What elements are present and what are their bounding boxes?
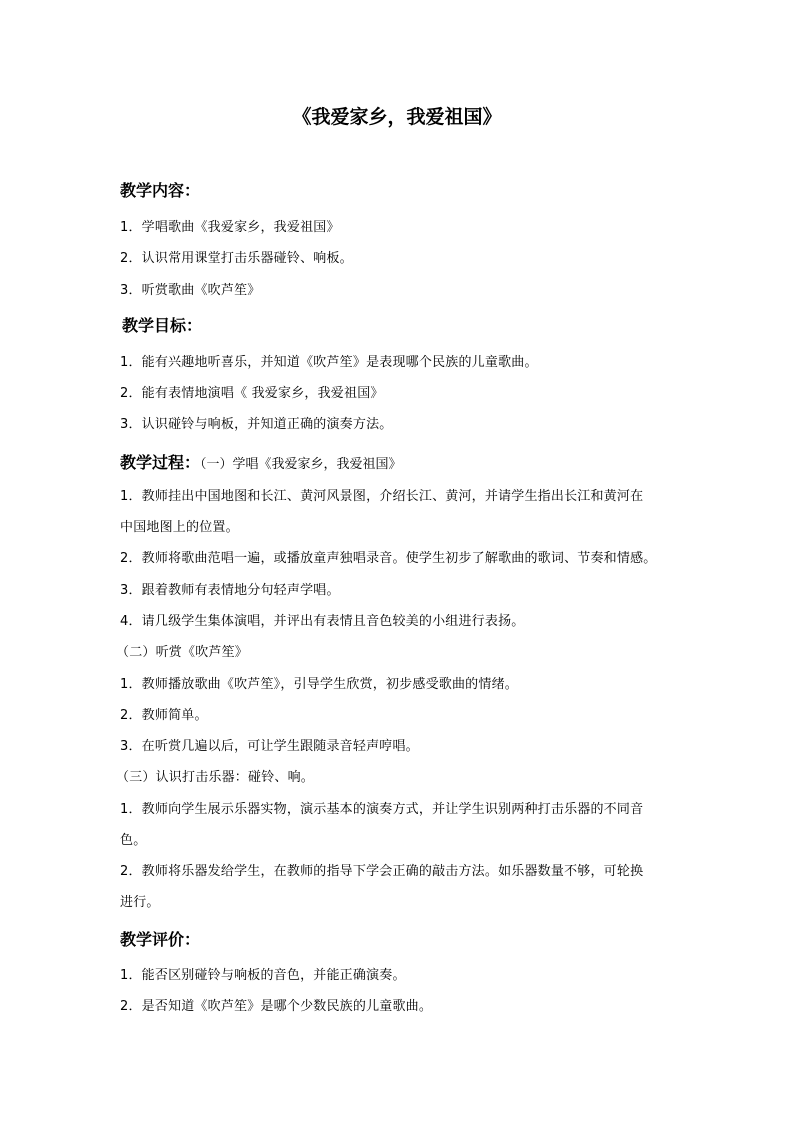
process-part3-line-2: 色。 — [120, 833, 147, 848]
content-item-2: 2．认识常用课堂打击乐器碰铃、响板。 — [120, 251, 353, 266]
process-part1-title: （一）学唱《我爱家乡，我爱祖国》 — [200, 457, 402, 472]
process-part2-line-2: 2．教师简单。 — [120, 708, 208, 723]
process-part1-line-1: 1．教师挂出中国地图和长江、黄河风景图，介绍长江、黄河，并请学生指出长江和黄河在 — [120, 489, 644, 504]
content-item-3: 3．听赏歌曲《吹芦笙》 — [120, 283, 261, 298]
process-part1-line-5: 4．请几级学生集体演唱，并评出有表情且音色较美的小组进行表扬。 — [120, 614, 525, 629]
goals-item-1: 1．能有兴趣地听喜乐，并知道《吹芦笙》是表现哪个民族的儿童歌曲。 — [120, 355, 538, 370]
process-part2-line-1: 1．教师播放歌曲《吹芦笙》，引导学生欣赏，初步感受歌曲的情绪。 — [120, 677, 518, 692]
section-heading-goals: 教学目标： — [122, 316, 203, 335]
process-part1-line-3: 2．教师将歌曲范唱一遍，或播放童声独唱录音。使学生初步了解歌曲的歌词、节奏和情感。 — [120, 551, 657, 566]
section-heading-content: 教学内容： — [120, 181, 201, 200]
content-item-1: 1．学唱歌曲《我爱家乡，我爱祖国》 — [120, 220, 340, 235]
process-heading-label: 教学过程： — [120, 453, 201, 472]
process-part3-line-3: 2．教师将乐器发给学生，在教师的指导下学会正确的敲击方法。如乐器数量不够，可轮换 — [120, 864, 644, 879]
process-part2-line-3: 3．在听赏几遍以后，可让学生跟随录音轻声哼唱。 — [120, 739, 419, 754]
process-part3-line-1: 1．教师向学生展示乐器实物，演示基本的演奏方式，并让学生识别两种打击乐器的不同音 — [120, 802, 644, 817]
section-heading-evaluation: 教学评价： — [120, 930, 201, 949]
process-part3-title: （三）认识打击乐器：碰铃、响。 — [116, 770, 315, 785]
document-title: 《我爱家乡，我爱祖国》 — [292, 106, 502, 128]
evaluation-item-2: 2．是否知道《吹芦笙》是哪个少数民族的儿童歌曲。 — [120, 999, 433, 1014]
process-part1-line-4: 3．跟着教师有表情地分句轻声学唱。 — [120, 583, 340, 598]
evaluation-item-1: 1．能否区别碰铃与响板的音色，并能正确演奏。 — [120, 968, 406, 983]
process-part1-line-2: 中国地图上的位置。 — [120, 520, 239, 535]
section-heading-process — [120, 452, 402, 476]
goals-item-3: 3．认识碰铃与响板，并知道正确的演奏方法。 — [120, 417, 393, 432]
goals-item-2: 2．能有表情地演唱《 我爱家乡，我爱祖国》 — [120, 386, 384, 401]
process-part3-line-4: 进行。 — [120, 895, 160, 910]
process-part2-title: （二）听赏《吹芦笙》 — [116, 645, 249, 660]
